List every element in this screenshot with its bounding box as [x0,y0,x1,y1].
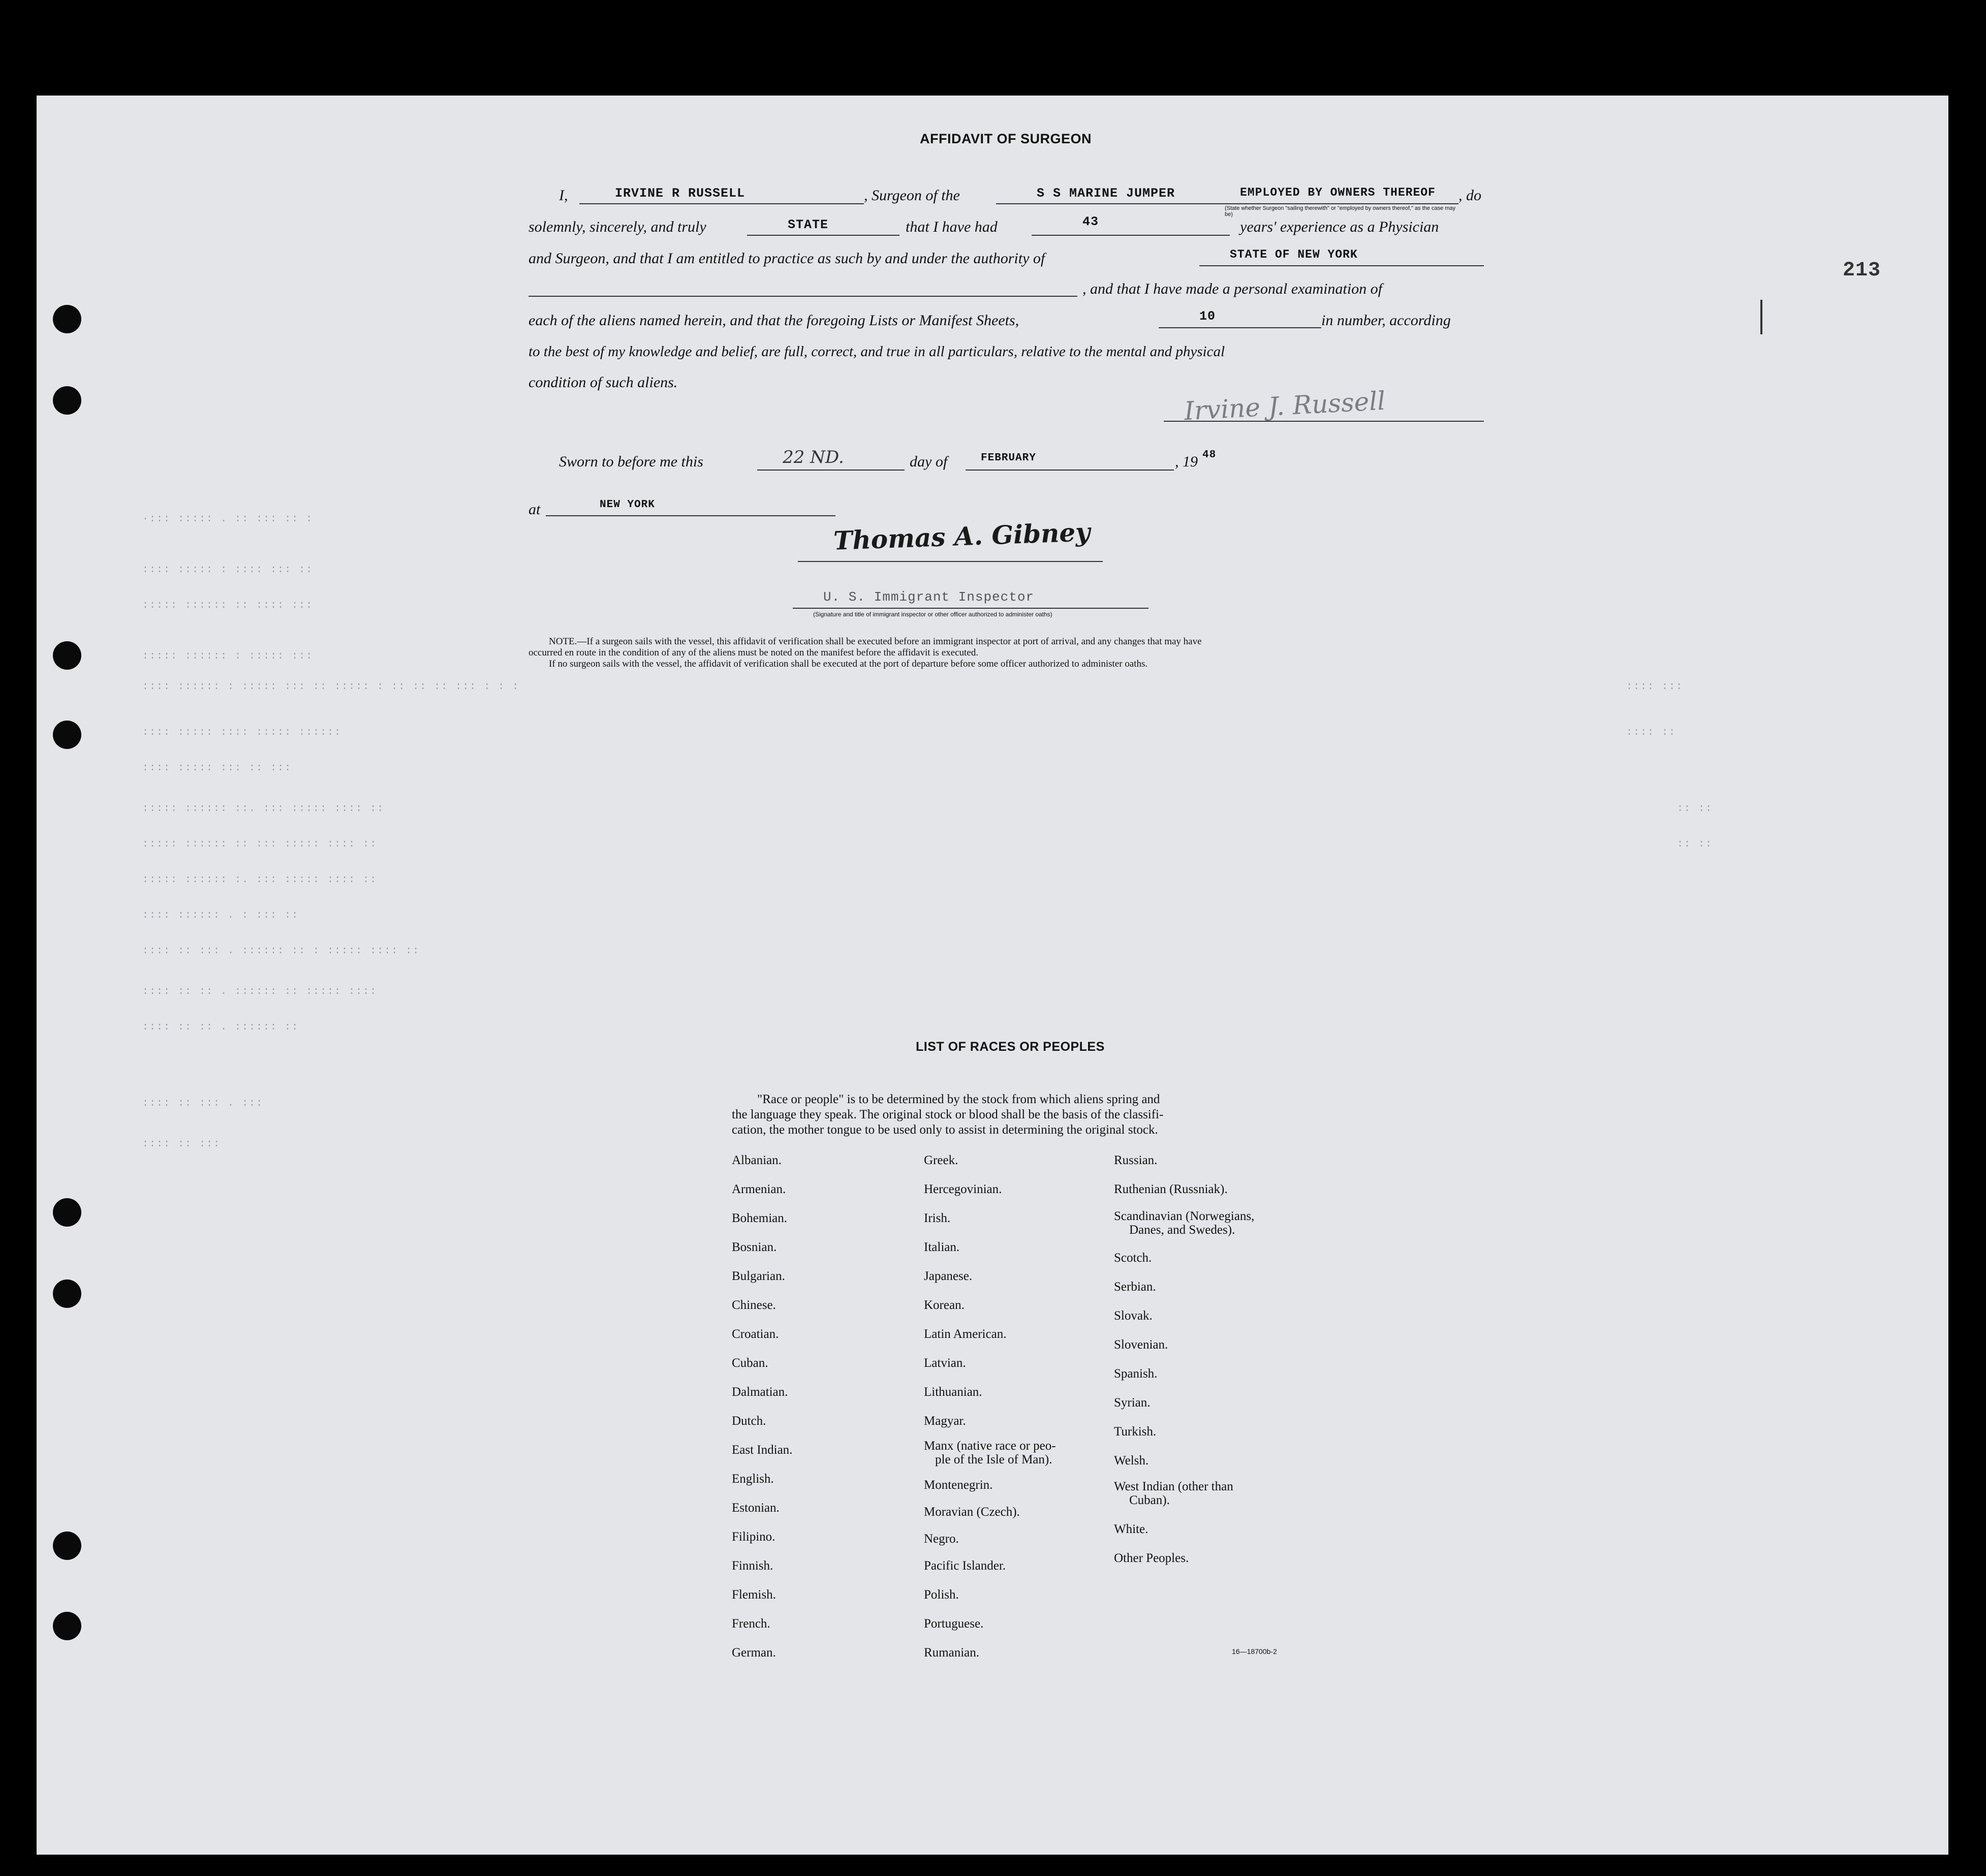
race-item: Scandinavian (Norwegians, [1114,1209,1255,1223]
underline [529,296,1077,297]
surgeon-signature: Irvine J. Russell [1183,386,1386,426]
note-line: occurred en route in the condition of any of the aliens must be noted on the manifest before the affidavit is executed. [529,647,978,658]
affidavit-text: each of the aliens named herein, and that the foregoing Lists or Manifest Sheets, [529,312,1019,329]
race-item: Chinese. [732,1298,776,1312]
sworn-day: 22 ND. [783,447,844,467]
race-item: Manx (native race or peo- [924,1439,1056,1453]
affidavit-text: , Surgeon of the [864,187,960,204]
affidavit-text: , and that I have made a personal examination of [1082,280,1382,297]
affidavit-text: Sworn to before me this [559,453,703,470]
underline [966,470,1174,471]
race-item: Spanish. [1114,1367,1158,1381]
race-item: Magyar. [924,1414,966,1428]
race-item: White. [1114,1522,1149,1536]
binder-hole [53,386,81,415]
races-intro: the language they speak. The original stock or blood shall be the basis of the classifi- [732,1108,1164,1121]
affidavit-text: condition of such aliens. [529,374,678,391]
affidavit-text: to the best of my knowledge and belief, are full, correct, and true in all particulars, relative to the mental and physical [529,343,1225,360]
inspector-signature: Thomas A. Gibney [833,517,1091,556]
underline [1032,235,1230,236]
affidavit-text: in number, according [1321,312,1451,329]
race-item: ple of the Isle of Man). [935,1453,1052,1466]
race-item: English. [732,1472,774,1486]
statement-verb: STATE [788,217,829,232]
binder-hole [53,641,81,670]
race-item: Pacific Islander. [924,1559,1006,1573]
binder-hole [53,305,81,333]
inspector-caption: (Signature and title of immigrant inspector or other officer authorized to administer oaths) [813,611,1052,618]
race-item: Serbian. [1114,1280,1156,1294]
races-intro: "Race or people" is to be determined by the stock from which aliens spring and [757,1092,1160,1106]
race-item: Bosnian. [732,1240,777,1254]
margin-mark [1760,300,1762,334]
sworn-month: FEBRUARY [981,452,1036,464]
underline [1159,327,1321,328]
race-item: Bulgarian. [732,1269,785,1283]
race-item: Hercegovinian. [924,1182,1002,1196]
race-item: Armenian. [732,1182,786,1196]
note-line: If no surgeon sails with the vessel, the affidavit of verification shall be executed at the port of departure before some officer authorized to administer oaths. [549,659,1148,669]
race-item: Russian. [1114,1153,1158,1167]
race-item: Finnish. [732,1559,773,1573]
race-item: Ruthenian (Russniak). [1114,1182,1228,1196]
race-item: Turkish. [1114,1425,1157,1439]
race-item: Greek. [924,1153,958,1167]
binder-hole [53,1531,81,1560]
race-item: Italian. [924,1240,960,1254]
race-item: West Indian (other than [1114,1480,1233,1493]
race-item: Croatian. [732,1327,779,1341]
affidavit-text: and Surgeon, and that I am entitled to practice as such by and under the authority of [529,250,1045,267]
employment-status: EMPLOYED BY OWNERS THEREOF [1240,186,1436,199]
binder-hole [53,1279,81,1308]
underline [1220,203,1459,204]
race-item: Moravian (Czech). [924,1505,1020,1519]
authority: STATE OF NEW YORK [1230,248,1358,261]
race-item: Flemish. [732,1588,776,1602]
race-item: Rumanian. [924,1646,980,1660]
affidavit-text: day of [910,453,948,470]
underline [1199,265,1484,266]
underline [579,203,864,204]
race-item: Portuguese. [924,1617,984,1631]
race-item: Welsh. [1114,1454,1149,1467]
vessel-name: S S MARINE JUMPER [1037,186,1175,201]
binder-hole [53,1612,81,1640]
affidavit-title: AFFIDAVIT OF SURGEON [920,131,1092,146]
affidavit-text: , 19 [1175,453,1198,470]
race-item: Montenegrin. [924,1478,993,1492]
underline [546,515,835,516]
underline [757,470,905,471]
race-item: Dutch. [732,1414,766,1428]
race-item: Filipino. [732,1530,775,1544]
race-item: Irish. [924,1211,951,1225]
race-item: Albanian. [732,1153,782,1167]
race-item: Other Peoples. [1114,1551,1189,1565]
binder-hole [53,1198,81,1227]
race-item: Scotch. [1114,1251,1152,1265]
affidavit-text: I, [559,187,568,204]
race-item: German. [732,1646,776,1660]
sheet-count: 10 [1199,309,1216,324]
signature-line [1164,421,1484,422]
form-number: 16—18700b-2 [1232,1647,1277,1655]
race-item: Polish. [924,1588,959,1602]
race-item: Cuban. [732,1356,768,1370]
signature-line [798,561,1103,562]
race-item: Latvian. [924,1356,966,1370]
years-experience: 43 [1082,214,1099,229]
affidavit-text: that I have had [906,218,998,235]
race-item: Estonian. [732,1501,780,1515]
sworn-place: NEW YORK [600,499,655,511]
affidavit-text: , do [1459,187,1481,204]
race-item: Cuban). [1129,1493,1170,1507]
race-item: Lithuanian. [924,1385,982,1399]
note-line: NOTE.—If a surgeon sails with the vessel, this affidavit of verification shall be executed before an immigrant inspector at port of arrival, and any changes that may have [549,636,1202,647]
race-item: Dalmatian. [732,1385,788,1399]
binder-hole [53,721,81,749]
race-item: Negro. [924,1532,959,1546]
underline [996,203,1220,204]
affidavit-text: years' experience as a Physician [1240,218,1439,235]
race-item: Latin American. [924,1327,1007,1341]
race-item: Bohemian. [732,1211,788,1225]
affidavit-text: solemnly, sincerely, and truly [529,218,706,235]
race-item: Japanese. [924,1269,973,1283]
race-item: East Indian. [732,1443,793,1457]
race-item: Danes, and Swedes). [1129,1223,1235,1237]
employment-note: (State whether Surgeon "sailing therewith" or "employed by owners thereof," as the case may be) [1225,205,1456,217]
races-title: LIST OF RACES OR PEOPLES [916,1040,1105,1054]
race-item: Slovak. [1114,1309,1153,1323]
inspector-title: U. S. Immigrant Inspector [823,589,1035,605]
affidavit-text: at [529,501,541,518]
race-item: Slovenian. [1114,1338,1168,1352]
race-item: Korean. [924,1298,965,1312]
race-item: French. [732,1617,770,1631]
races-intro: cation, the mother tongue to be used only to assist in determining the original stock. [732,1123,1158,1137]
race-item: Syrian. [1114,1396,1151,1410]
surgeon-name: IRVINE R RUSSELL [615,186,746,201]
underline [747,235,899,236]
page-number: 213 [1843,259,1881,282]
title-line [793,608,1149,609]
sworn-year: 48 [1202,449,1217,461]
